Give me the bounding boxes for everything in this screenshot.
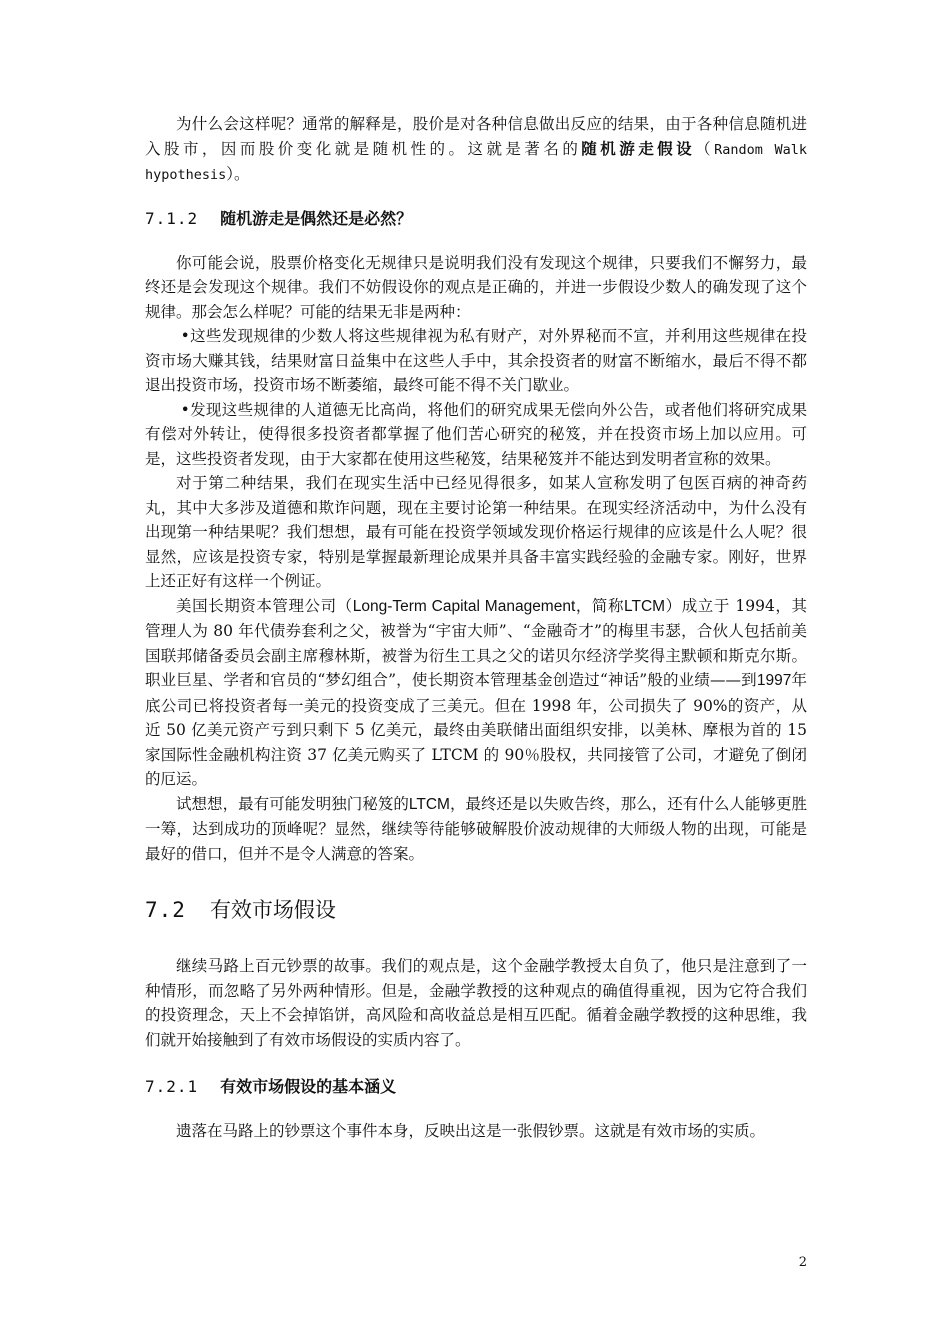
- text-run: ）。: [226, 165, 250, 183]
- section-title: 有效市场假设: [209, 898, 336, 922]
- bold-term: 随机游走假设: [581, 138, 696, 158]
- section-number: 7.2.1: [145, 1077, 199, 1096]
- english-term: Long-Term Capital Management: [352, 597, 576, 615]
- paragraph-ltcm: [145, 594, 807, 792]
- text-run: 年底公司已将投资者每一美元的投资变成了三美元。但在 1998 年，公司损失了 90%的资产，从近 50 亿美元资产亏到只剩下 5 亿美元，最终由美联储出面组织安排，以美林、摩根为首的 15 家国际性金融机构注资 37 亿美元购买了 LTCM 的 90％股权，共同接管了公司，才避免了倒闭的厄运。: [145, 671, 807, 788]
- paragraph-efficient-market: 遗落在马路上的钞票这个事件本身，反映出这是一张假钞票。这就是有效市场的实质。: [176, 1122, 766, 1140]
- bullet-item-2: •发现这些规律的人道德无比高尚，将他们的研究成果无偿向外公告，或者他们将研究成果有偿对外转让，使得很多投资者都掌握了他们苦心研究的秘笈，并在投资市场上加以应用。可是，这些投资者发现，由于大家都在使用这些秘笈，结果秘笈并不能达到发明者宣称的效果。: [145, 400, 807, 468]
- text-run: ）成立于 1994，其管理人为 80 年代债券套利之父，被誉为“宇宙大师”、“金融奇才”的梅里韦瑟，合伙人包括前美国联邦储备委员会副主席穆林斯，被誉为衍生工具之父的诺贝尔经济学奖得主默顿和斯克尔斯。职业巨星、学者和官员的“梦幻组合”，使长期资本管理基金创造过“神话”般的业绩——到: [145, 596, 807, 689]
- paragraph-conclusion: [145, 792, 807, 867]
- section-title: 随机游走是偶然还是必然？: [220, 208, 413, 228]
- section-number: 7.1.2: [145, 208, 199, 228]
- english-term: Random Walk hypothesis: [145, 141, 807, 183]
- text-run: ，最终还是以失败告终，那么，还有什么人能够更胜一筹，达到成功的顶峰呢？显然，继续等待能够破解股价波动规律的大师级人物的出现，可能是最好的借口，但并不是令人满意的答案。: [145, 794, 807, 863]
- document-body: [145, 112, 807, 1144]
- section-number: 7.2: [145, 898, 186, 922]
- section-heading-7-2-1: [145, 1074, 807, 1097]
- paragraph-banknote-story: 继续马路上百元钞票的故事。我们的观点是，这个金融学教授太自负了，他只是注意到了一种情形，而忽略了另外两种情形。但是，金融学教授的这种观点的确值得重视，因为它符合我们的投资理念，天上不会掉馅饼，高风险和高收益总是相互匹配。循着金融学教授的这种思维，我们就开始接触到了有效市场假设的实质内容了。: [145, 957, 807, 1049]
- english-term: LTCM: [624, 597, 666, 615]
- section-heading-7-2: [145, 894, 807, 924]
- paragraph-hypothesis: 你可能会说，股票价格变化无规律只是说明我们没有发现这个规律，只要我们不懈努力，最终还是会发现这个规律。我们不妨假设你的观点是正确的，并进一步假设少数人的确发现了这个规律。那会怎么样呢？可能的结果无非是两种：: [145, 253, 807, 321]
- page-number: 2: [798, 1255, 807, 1270]
- bullet-item-1: •这些发现规律的少数人将这些规律视为私有财产，对外界秘而不宣，并利用这些规律在投资市场大赚其钱，结果财富日益集中在这些人手中，其余投资者的财富不断缩水，最后不得不都退出投资市场，投资市场不断萎缩，最终可能不得不关门歇业。: [145, 327, 807, 394]
- text-run: 试想想，最有可能发明独门秘笈的: [176, 794, 409, 813]
- text-run: 美国长期资本管理公司（: [176, 596, 353, 615]
- section-title: 有效市场假设的基本涵义: [220, 1077, 397, 1096]
- paragraph-random-walk-intro: [145, 112, 807, 188]
- text-run: ，简称: [575, 596, 625, 615]
- section-heading-7-1-2: [145, 206, 807, 229]
- paragraph-second-result: 对于第二种结果，我们在现实生活中已经见得很多，如某人宣称发明了包医百病的神奇药丸，其中大多涉及道德和欺诈问题，现在主要讨论第一种结果。在现实经济活动中，为什么没有出现第一种结果呢？我们想想，最有可能在投资学领域发现价格运行规律的应该是什么人呢？很显然，应该是投资专家，特别是掌握最新理论成果并具备丰富实践经验的金融专家。刚好，世界上还正好有这样一个例证。: [145, 474, 807, 590]
- text-run: （: [695, 139, 715, 158]
- text-run: 为什么会这样呢？通常的解释是，股价是对各种信息做出反应的结果，由于各种信息随机进入股市，因而股价变化就是随机性的。这就是著名的: [145, 115, 807, 158]
- english-term: LTCM: [408, 795, 450, 813]
- year-number: 1997: [756, 672, 792, 689]
